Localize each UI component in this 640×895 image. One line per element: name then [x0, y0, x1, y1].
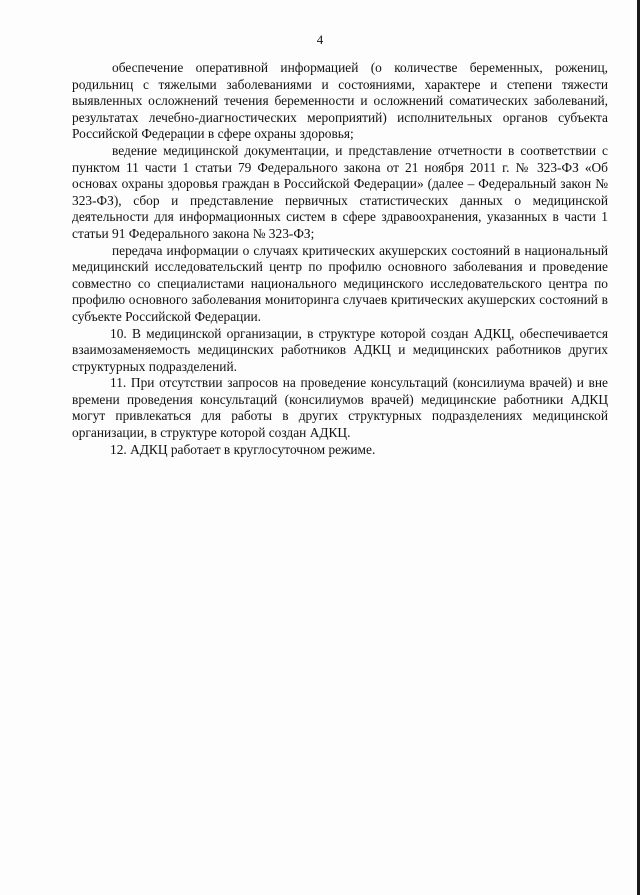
paragraph-item-11: 11. При отсутствии запросов на проведение консультаций (консилиума врачей) и вне времени проведения консультаций (консилиумов врачей) медицинские работники АДКЦ могут привлекаться для работы в других структурных подразделениях медицинской организации, в структуре которой создан АДКЦ. — [72, 375, 608, 441]
document-body — [72, 60, 608, 458]
paragraph-documentation: ведение медицинской документации, и представление отчетности в соответствии с пунктом 11 части 1 статьи 79 Федерального закона от 21 ноября 2011 г. № 323-ФЗ «Об основах охраны здоровья граждан в Российской Федерации» (далее – Федеральный закон № 323-ФЗ), сбор и представление первичных статистических данных о медицинской деятельности для информационных систем в сфере здравоохранения, указанных в части 1 статьи 91 Федерального закона № 323-ФЗ; — [72, 142, 608, 241]
page-number: 4 — [316, 32, 324, 47]
paragraph-item-10: 10. В медицинской организации, в структуре которой создан АДКЦ, обеспечивается взаимозаменяемость медицинских работников АДКЦ и медицинских работников других структурных подразделений. — [72, 325, 608, 374]
paragraph-critical-cases: передача информации о случаях критических акушерских состояний в национальный медицинский исследовательский центр по профилю основного заболевания и проведение совместно со специалистами национального медицинского исследовательского центра по профилю основного заболевания мониторинга случаев критических акушерских состояний в субъекте Российской Федерации. — [72, 242, 608, 324]
paragraph-item-12: 12. АДКЦ работает в круглосуточном режиме. — [110, 441, 376, 457]
paragraph-operational-info: обеспечение оперативной информацией (о количестве беременных, рожениц, родильниц с тяжелыми заболеваниями и состояниями, характере и степени тяжести выявленных осложнений течения беременности и осложнений соматических заболеваний, результатах лечебно-диагностических мероприятий) исполнительных органов субъекта Российской Федерации в сфере охраны здоровья; — [72, 60, 608, 142]
